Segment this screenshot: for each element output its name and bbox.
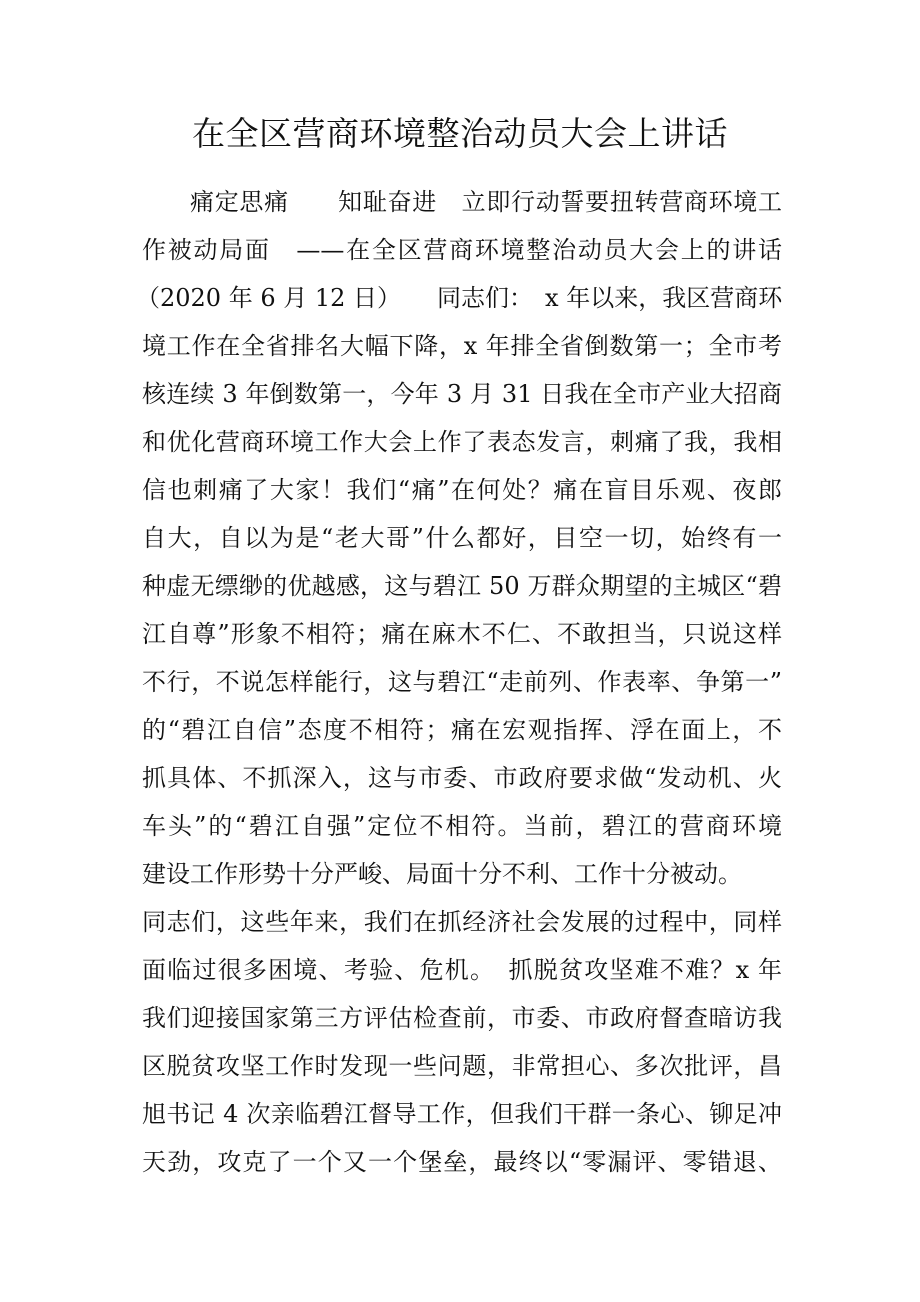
body-line: 痛定思痛 知耻奋进 立即行动誓要扭转营商环境工 — [190, 188, 782, 216]
body-line: 车头”的“碧江自强”定位不相符。当前，碧江的营商环境 — [142, 812, 782, 840]
body-line: 不行，不说怎样能行，这与碧江“走前列、作表率、争第一” — [142, 668, 782, 696]
body-line: 核连续 3 年倒数第一，今年 3 月 31 日我在全市产业大招商 — [142, 380, 782, 408]
body-line: 建设工作形势十分严峻、局面十分不利、工作十分被动。 — [142, 860, 742, 888]
body-line: （2020 年 6 月 12 日） 同志们： x 年以来，我区营商环 — [136, 284, 782, 312]
body-line: 天劲，攻克了一个又一个堡垒，最终以“零漏评、零错退、 — [142, 1148, 782, 1176]
body-line: 旭书记 4 次亲临碧江督导工作，但我们干群一条心、铆足冲 — [142, 1100, 782, 1128]
body-line: 作被动局面 ——在全区营商环境整治动员大会上的讲话 — [142, 236, 782, 264]
body-line: 同志们，这些年来，我们在抓经济社会发展的过程中，同样 — [142, 908, 782, 936]
body-line: 境工作在全省排名大幅下降，x 年排全省倒数第一；全市考 — [142, 332, 782, 360]
body-line: 自大，自以为是“老大哥”什么都好，目空一切，始终有一 — [142, 524, 782, 552]
body-line: 和优化营商环境工作大会上作了表态发言，刺痛了我，我相 — [142, 428, 782, 456]
body-line: 区脱贫攻坚工作时发现一些问题，非常担心、多次批评，昌 — [142, 1052, 782, 1080]
body-line: 抓具体、不抓深入，这与市委、市政府要求做“发动机、火 — [142, 764, 782, 792]
body-line: 的“碧江自信”态度不相符；痛在宏观指挥、浮在面上，不 — [142, 716, 782, 744]
body-line: 面临过很多困境、考验、危机。 抓脱贫攻坚难不难？x 年 — [142, 956, 782, 984]
body-line: 信也刺痛了大家！我们“痛”在何处？痛在盲目乐观、夜郎 — [142, 476, 782, 504]
body-line: 江自尊”形象不相符；痛在麻木不仁、不敢担当，只说这样 — [142, 620, 782, 648]
body-line: 种虚无缥缈的优越感，这与碧江 50 万群众期望的主城区“碧 — [142, 572, 782, 600]
document-title: 在全区营商环境整治动员大会上讲话 — [192, 114, 728, 153]
body-line: 我们迎接国家第三方评估检查前，市委、市政府督查暗访我 — [142, 1004, 782, 1032]
